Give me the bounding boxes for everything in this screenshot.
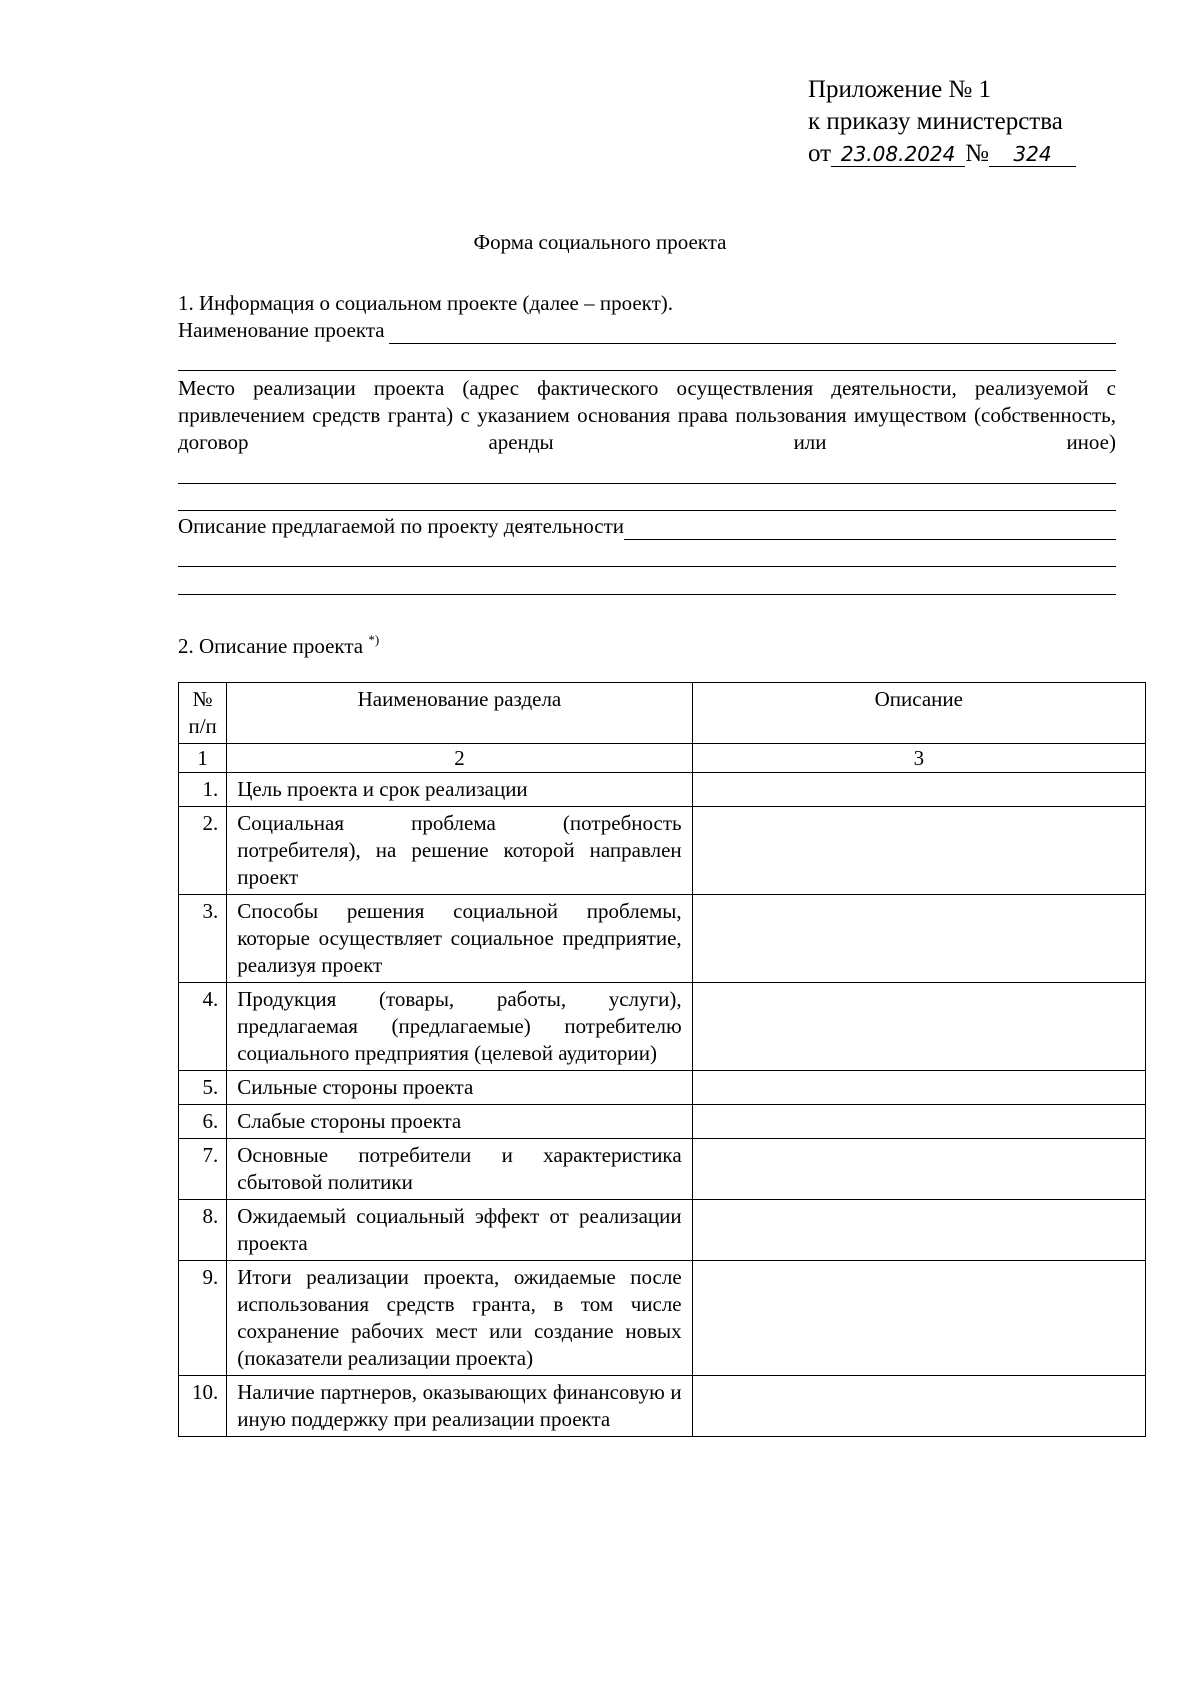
row-description-cell[interactable] — [692, 1261, 1145, 1376]
project-place-line-2[interactable] — [178, 510, 1116, 511]
activity-field[interactable] — [624, 519, 1116, 540]
table-row — [179, 983, 1146, 1071]
table-row — [179, 773, 1146, 807]
annex-line-2: к приказу министерства — [808, 108, 1063, 135]
table-row — [179, 1071, 1146, 1105]
row-description-cell[interactable] — [692, 1071, 1145, 1105]
row-description-cell[interactable] — [692, 895, 1145, 983]
order-number: 324 — [989, 142, 1076, 167]
row-section-name: Цель проекта и срок реализации — [227, 773, 692, 807]
project-name-field[interactable] — [389, 323, 1116, 344]
row-number: 1. — [179, 773, 227, 807]
table-row — [179, 1376, 1146, 1437]
row-section-name: Сильные стороны проекта — [227, 1071, 692, 1105]
row-number: 5. — [179, 1071, 227, 1105]
row-number: 9. — [179, 1261, 227, 1376]
row-number: 2. — [179, 807, 227, 895]
footnote-mark: *) — [368, 632, 380, 647]
section1-heading: 1. Информация о социальном проекте (далее – проект). — [178, 291, 673, 315]
project-name-line-2[interactable] — [178, 370, 1116, 371]
row-number: 7. — [179, 1139, 227, 1200]
column-number-1: 1 — [179, 744, 227, 773]
project-description-table — [178, 682, 1146, 1437]
annex-header — [808, 74, 1076, 170]
table-row — [179, 895, 1146, 983]
activity-line-3[interactable] — [178, 594, 1116, 595]
row-description-cell[interactable] — [692, 773, 1145, 807]
header-description: Описание — [692, 683, 1145, 744]
activity-label: Описание предлагаемой по проекту деятельности — [178, 514, 624, 538]
column-number-2: 2 — [227, 744, 692, 773]
column-number-3: 3 — [692, 744, 1145, 773]
table-header-row — [179, 683, 1146, 744]
table-row — [179, 1200, 1146, 1261]
project-name-row — [178, 317, 1116, 344]
row-description-cell[interactable] — [692, 1139, 1145, 1200]
row-number: 4. — [179, 983, 227, 1071]
row-description-cell[interactable] — [692, 983, 1145, 1071]
row-description-cell[interactable] — [692, 1105, 1145, 1139]
row-section-name: Основные потребители и характеристика сбытовой политики — [227, 1139, 692, 1200]
annex-line-3 — [808, 138, 1076, 170]
section2-heading: 2. Описание проекта *) — [178, 632, 380, 658]
row-number: 6. — [179, 1105, 227, 1139]
row-description-cell[interactable] — [692, 1376, 1145, 1437]
annex-line-1: Приложение № 1 — [808, 76, 992, 103]
table-row — [179, 807, 1146, 895]
header-number: № п/п — [179, 683, 227, 744]
activity-line-2[interactable] — [178, 566, 1116, 567]
column-number-row — [179, 744, 1146, 773]
form-title: Форма социального проекта — [473, 230, 727, 254]
row-section-name: Способы решения социальной проблемы, которые осуществляет социальное предприятие, реализуя проект — [227, 895, 692, 983]
row-section-name: Продукция (товары, работы, услуги), предлагаемая (предлагаемые) потребителю социального предприятия (целевой аудитории) — [227, 983, 692, 1071]
row-section-name: Социальная проблема (потребность потребителя), на решение которой направлен проект — [227, 807, 692, 895]
row-section-name: Итоги реализации проекта, ожидаемые после использования средств гранта, в том числе сохранение рабочих мест или создание новых (показатели реализации проекта) — [227, 1261, 692, 1376]
row-number: 8. — [179, 1200, 227, 1261]
order-date: 23.08.2024 — [831, 142, 965, 167]
table-row — [179, 1261, 1146, 1376]
row-number: 3. — [179, 895, 227, 983]
from-label: от — [808, 140, 832, 167]
row-section-name: Слабые стороны проекта — [227, 1105, 692, 1139]
header-section-name: Наименование раздела — [227, 683, 692, 744]
row-section-name: Ожидаемый социальный эффект от реализации проекта — [227, 1200, 692, 1261]
table-row — [179, 1105, 1146, 1139]
table-row — [179, 1139, 1146, 1200]
row-description-cell[interactable] — [692, 1200, 1145, 1261]
activity-row — [178, 513, 1116, 540]
project-place-line-1[interactable] — [178, 483, 1116, 484]
number-label: № — [965, 140, 989, 167]
row-description-cell[interactable] — [692, 807, 1145, 895]
row-number: 10. — [179, 1376, 227, 1437]
project-name-label: Наименование проекта — [178, 318, 385, 342]
project-place-text: Место реализации проекта (адрес фактического осуществления деятельности, реализуемой с привлечением средств гранта) с указанием основания права пользования имуществом (собственность, договор аренды или иное) — [178, 376, 1116, 454]
row-section-name: Наличие партнеров, оказывающих финансовую и иную поддержку при реализации проекта — [227, 1376, 692, 1437]
